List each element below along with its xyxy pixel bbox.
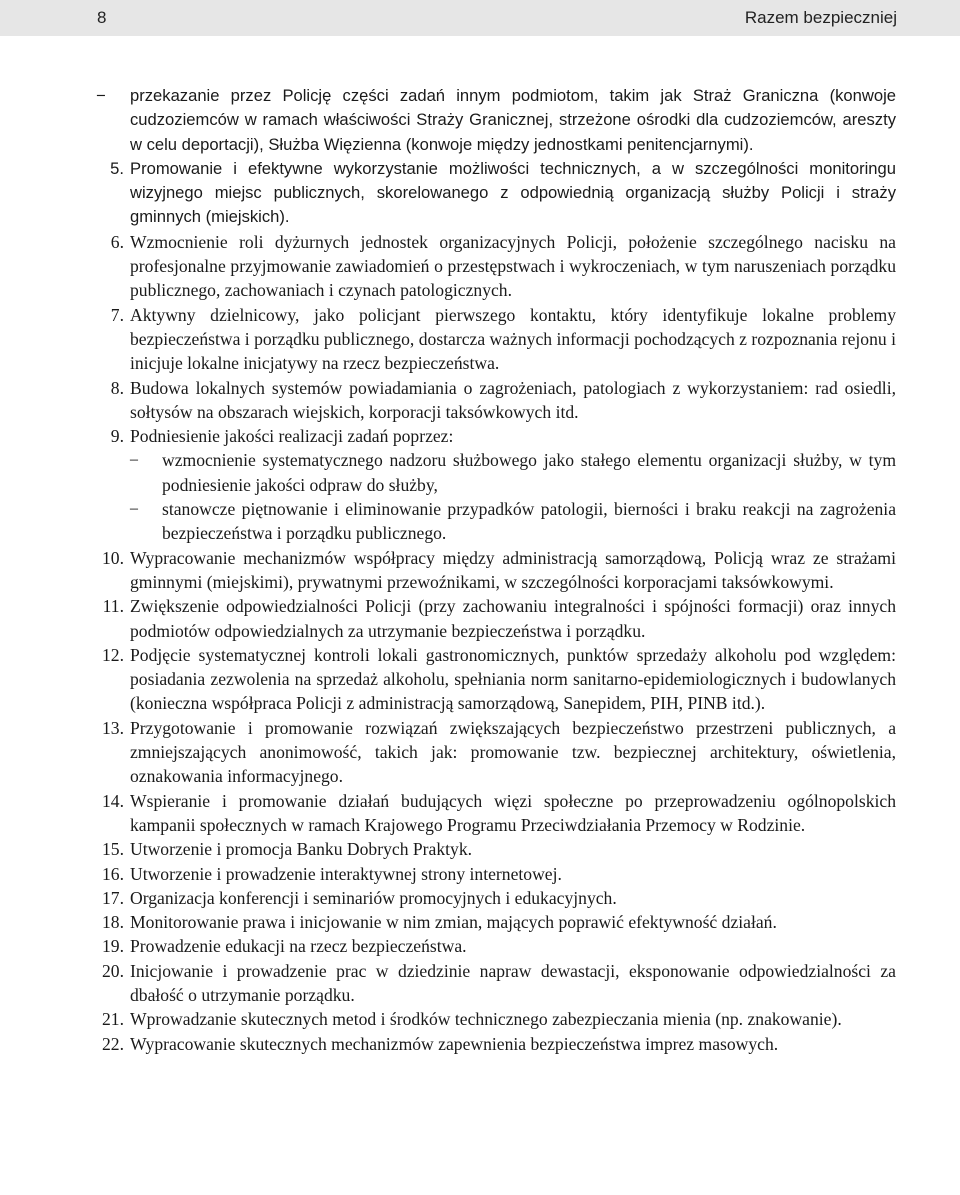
item-number: 6. (110, 231, 124, 252)
list-item-text: Inicjowanie i prowadzenie prac w dziedzinie napraw dewastacji, eksponowanie odpowiedzialności za dbałość o utrzymanie porządku. (130, 960, 896, 1005)
item-number: 11. (102, 596, 124, 617)
list-item (96, 789, 896, 838)
list-item (96, 424, 896, 448)
list-item-text: Utworzenie i promocja Banku Dobrych Praktyk. (130, 839, 473, 860)
list-item-text: Wypracowanie skutecznych mechanizmów zapewnienia bezpieczeństwa imprez masowych. (130, 1033, 779, 1054)
item-number: 14. (102, 790, 124, 811)
list-item (96, 230, 896, 303)
list-item (96, 886, 896, 910)
item-number: 21. (102, 1009, 124, 1030)
list-item (96, 837, 896, 861)
item-number: 12. (102, 644, 124, 665)
sub-list-item (96, 497, 896, 546)
item-number: 17. (102, 887, 124, 908)
list-item-text: wzmocnienie systematycznego nadzoru służbowego jako stałego elementu organizacji służby, w tym podniesienie jakości odpraw do służby, (162, 450, 896, 495)
list-item (96, 1032, 896, 1056)
list-item (96, 594, 896, 643)
list-item (96, 303, 896, 376)
list-item-text: Monitorowanie prawa i inicjowanie w nim zmian, mających poprawić efektywność działań. (130, 912, 777, 933)
list-item (96, 157, 896, 230)
list-item-text: Promowanie i efektywne wykorzystanie możliwości technicznych, a w szczególności monitoringu wizyjnego miejsc publicznych, skorelowanego z odpowiednią organizacją służby Policji i straży gminnych (miejskich). (130, 158, 896, 227)
list-item (96, 376, 896, 425)
list-item (96, 546, 896, 595)
list-item-text: Wprowadzanie skutecznych metod i środków technicznego zabezpieczania mienia (np. znakowanie). (130, 1009, 842, 1030)
item-number: 20. (102, 960, 124, 981)
item-number: 18. (102, 912, 124, 933)
list-item (96, 716, 896, 789)
list-item-text: Wzmocnienie roli dyżurnych jednostek organizacyjnych Policji, położenie szczególnego nacisku na profesjonalne przyjmowanie zawiadomień o przestępstwach i wykroczeniach, w tym naruszeniach porządku publicznego, zachowaniach i czynach patologicznych. (130, 231, 896, 301)
list-item-text: Organizacja konferencji i seminariów promocyjnych i edukacyjnych. (130, 887, 617, 908)
sub-list-item (96, 448, 896, 497)
list-item-text: Podniesienie jakości realizacji zadań poprzez: (130, 426, 454, 447)
list-item (96, 910, 896, 934)
list-item-text: Przygotowanie i promowanie rozwiązań zwiększających bezpieczeństwo przestrzeni publicznych, a zmniejszających anonimowość, takich jak: promowanie tzw. bezpiecznej architektury, oświetlenia, oznakowania informacyjnego. (130, 717, 896, 787)
list-item-text: Prowadzenie edukacji na rzecz bezpieczeństwa. (130, 936, 467, 957)
list-item-text: stanowcze piętnowanie i eliminowanie przypadków patologii, bierności i braku reakcji na zagrożenia bezpieczeństwa i porządku publicznego. (162, 499, 896, 544)
item-number: 19. (102, 936, 124, 957)
item-number: 13. (102, 717, 124, 738)
list-item (96, 643, 896, 716)
list-item-text: Utworzenie i prowadzenie interaktywnej strony internetowej. (130, 863, 562, 884)
item-number: 10. (102, 547, 124, 568)
document-body (96, 84, 896, 1056)
list-item-text: Podjęcie systematycznej kontroli lokali gastronomicznych, punktów sprzedaży alkoholu pod względem: posiadania zezwolenia na sprzedaż alkoholu, spełniania norm sanitarno-epidemiologicznych i budowlanych (konieczna współpraca Policji z administracją samorządową, Sanepidem, PIH, PINB itd.). (130, 644, 896, 714)
item-number: 7. (110, 304, 124, 325)
list-item (96, 934, 896, 958)
dash-marker: − (129, 499, 139, 520)
item-number: 8. (110, 377, 124, 398)
dash-marker: − (96, 86, 106, 105)
running-title: Razem bezpieczniej (744, 8, 897, 27)
item-number: 9. (110, 426, 124, 447)
list-item-text: Wypracowanie mechanizmów współpracy między administracją samorządową, Policją wraz ze strażami gminnymi (miejskimi), prywatnymi przewoźnikami, w szczególności korporacjami taksówkowymi. (130, 547, 896, 592)
list-item (96, 1007, 896, 1031)
list-item-text: Wspieranie i promowanie działań budujących więzi społeczne po przeprowadzeniu ogólnopolskich kampanii społecznych w ramach Krajowego Programu Przeciwdziałania Przemocy w Rodzinie. (130, 790, 896, 835)
page-header (0, 0, 960, 36)
list-item-text: Zwiększenie odpowiedzialności Policji (przy zachowaniu integralności i spójności formacji) oraz innych podmiotów odpowiedzialnych za utrzymanie bezpieczeństwa i porządku. (130, 596, 896, 641)
list-item (96, 84, 896, 157)
item-number: 16. (102, 863, 124, 884)
page-number: 8 (97, 8, 107, 27)
dash-marker: − (129, 450, 139, 471)
list-item-text: Aktywny dzielnicowy, jako policjant pierwszego kontaktu, który identyfikuje lokalne problemy bezpieczeństwa i porządku publicznego, dostarcza ważnych informacji pochodzących z rozpoznania rejonu i inicjuje lokalne inicjatywy na rzecz bezpieczeństwa. (130, 304, 896, 374)
list-item (96, 959, 896, 1008)
list-item-text: przekazanie przez Policję części zadań innym podmiotom, takim jak Straż Graniczna (konwoje cudzoziemców w ramach właściwości Straży Granicznej, strzeżone ośrodki dla cudzoziemców, areszty w celu deportacji), Służba Więzienna (konwoje między jednostkami penitencjarnymi). (130, 86, 896, 154)
list-item-text: Budowa lokalnych systemów powiadamiania o zagrożeniach, patologiach z wykorzystaniem: rad osiedli, sołtysów na obszarach wiejskich, korporacji taksówkowych itd. (130, 377, 896, 422)
item-number: 15. (102, 839, 124, 860)
item-number: 5. (110, 158, 124, 178)
item-number: 22. (102, 1033, 124, 1054)
list-item (96, 862, 896, 886)
